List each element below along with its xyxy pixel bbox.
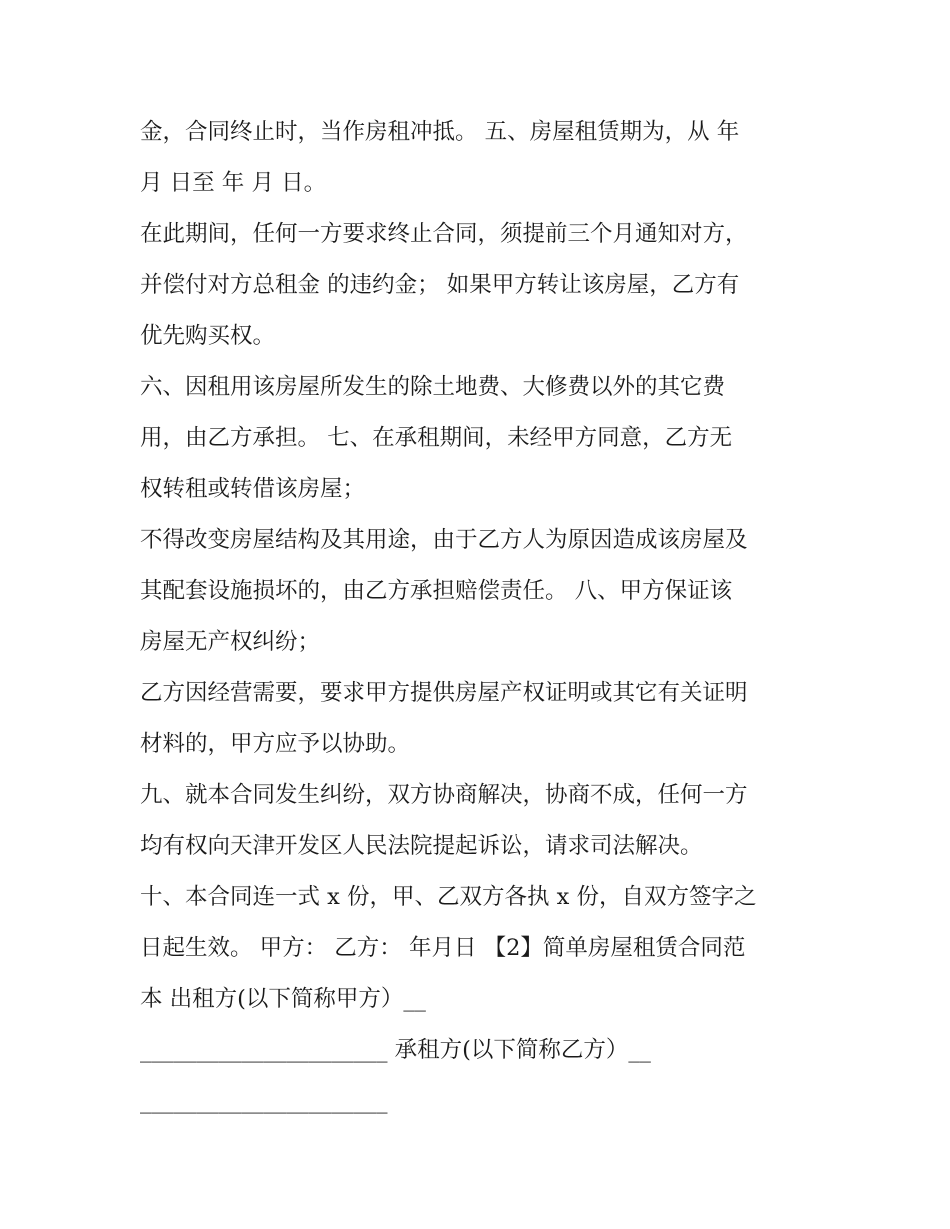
text-line: 均有权向天津开发区人民法院提起诉讼，请求司法解决。 — [140, 833, 703, 859]
text-line: 材料的，甲方应予以协助。 — [140, 731, 411, 757]
text-line: 金，合同终止时，当作房租冲抵。 五、房屋租赁期为，从 年 — [140, 119, 740, 145]
text-line: 并偿付对方总租金 的违约金； 如果甲方转让该房屋，乙方有 — [140, 272, 740, 298]
text-line: 房屋无产权纠纷； — [140, 629, 321, 655]
text-line: 乙方因经营需要，要求甲方提供房屋产权证明或其它有关证明 — [140, 680, 748, 706]
text-line: 六、因租用该房屋所发生的除土地费、大修费以外的其它费 — [140, 374, 726, 400]
text-line: 九、就本合同发生纠纷，双方协商解决，协商不成，任何一方 — [140, 782, 748, 808]
text-line: 十、本合同连一式 x 份，甲、乙双方各执 x 份，自双方签字之 — [140, 884, 757, 910]
text-line: 本 出租方(以下简称甲方）__ — [140, 986, 426, 1012]
text-line: ______________________ — [140, 1088, 388, 1114]
text-line: 月 日至 年 月 日。 — [140, 170, 327, 196]
text-line: 用，由乙方承担。 七、在承租期间，未经甲方同意，乙方无 — [140, 425, 733, 451]
text-line: 其配套设施损坏的，由乙方承担赔偿责任。 八、甲方保证该 — [140, 578, 733, 604]
text-line: 不得改变房屋结构及其用途，由于乙方人为原因造成该房屋及 — [140, 527, 748, 553]
text-line: 优先购买权。 — [140, 323, 276, 349]
contract-text-body — [140, 107, 820, 1127]
text-line: ______________________ 承租方(以下简称乙方）__ — [140, 1037, 651, 1063]
text-line: 权转租或转借该房屋； — [140, 476, 366, 502]
text-line: 在此期间，任何一方要求终止合同，须提前三个月通知对方， — [140, 221, 748, 247]
text-line: 日起生效。 甲方： 乙方： 年月日 【2】简单房屋租赁合同范 — [140, 935, 746, 961]
